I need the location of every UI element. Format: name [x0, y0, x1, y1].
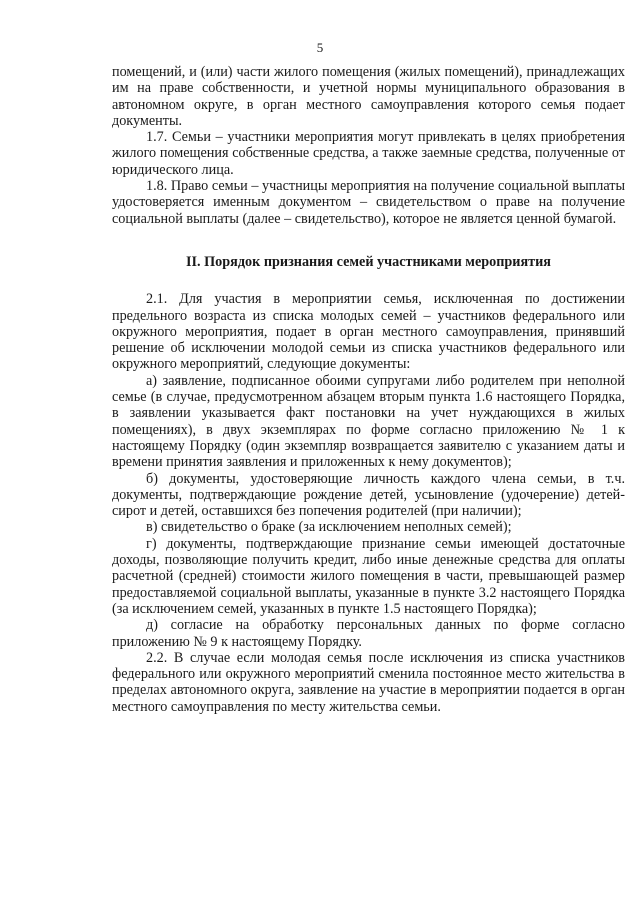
paragraph-2-1-d: д) согласие на обработку персональных данных по форме согласно приложению № 9 к настоящему Порядку. — [112, 617, 625, 650]
paragraph-1-7: 1.7. Семьи – участники мероприятия могут привлекать в целях приобретения жилого помещения собственные средства, а также заемные средства, полученные от юридического лица. — [112, 129, 625, 178]
paragraph-2-1-b: б) документы, удостоверяющие личность каждого члена семьи, в т.ч. документы, подтверждающие рождение детей, усыновление (удочерение) детей-сирот и детей, оставшихся без попечения родителей (при наличии); — [112, 470, 625, 520]
page-number: 5 — [316, 40, 324, 55]
paragraph-2-1-g: г) документы, подтверждающие признание семьи имеющей достаточные доходы, позволяющие получить кредит, либо иные денежные средства для оплаты расчетной (средней) стоимости жилого помещения в части, превышающей размер предоставляемой социальной выплаты, указанные в пункте 3.2 настоящего Порядка (за исключением семей, указанных в пункте 1.5 настоящего Порядка); — [112, 535, 625, 617]
paragraph-1-8: 1.8. Право семьи – участницы мероприятия на получение социальной выплаты удостоверяется именным документом – свидетельством о праве на получение социальной выплаты (далее – свидетельство), которое не является ценной бумагой. — [112, 178, 625, 227]
paragraph-2-1-a: а) заявление, подписанное обоими супругами либо родителем при неполной семье (в случае, предусмотренном абзацем вторым пункта 1.6 настоящего Порядка, в заявлении указывается факт постановки на учет нуждающихся в жилых помещениях), в двух экземплярах по форме согласно приложению № 1 к настоящему Порядку (один экземпляр возвращается заявителю с указанием даты и времени принятия заявления и приложенных к нему документов); — [112, 372, 625, 471]
paragraph-2-2: 2.2. В случае если молодая семья после исключения из списка участников федерального или окружного мероприятий сменила постоянное место жительства в пределах автономного округа, заявление на участие в мероприятии подается в орган местного самоуправления по месту жительства семьи. — [112, 649, 625, 715]
section-heading-2: II. Порядок признания семей участниками мероприятия — [186, 253, 551, 270]
document-body — [112, 64, 625, 715]
paragraph-2-1: 2.1. Для участия в мероприятии семья, исключенная по достижении предельного возраста из списка молодых семей – участников федерального или окружного мероприятия, подает в орган местного самоуправления, принявший решение об исключении молодой семьи из списка участников федерального или окружного мероприятий, следующие документы: — [112, 291, 625, 373]
paragraph-continuation: помещений, и (или) части жилого помещения (жилых помещений), принадлежащих им на праве собственности, и учетной нормы муниципального образования в автономном округе, в орган местного самоуправления которого семья подает документы. — [112, 64, 625, 129]
paragraph-2-1-v: в) свидетельство о браке (за исключением неполных семей); — [146, 519, 512, 536]
